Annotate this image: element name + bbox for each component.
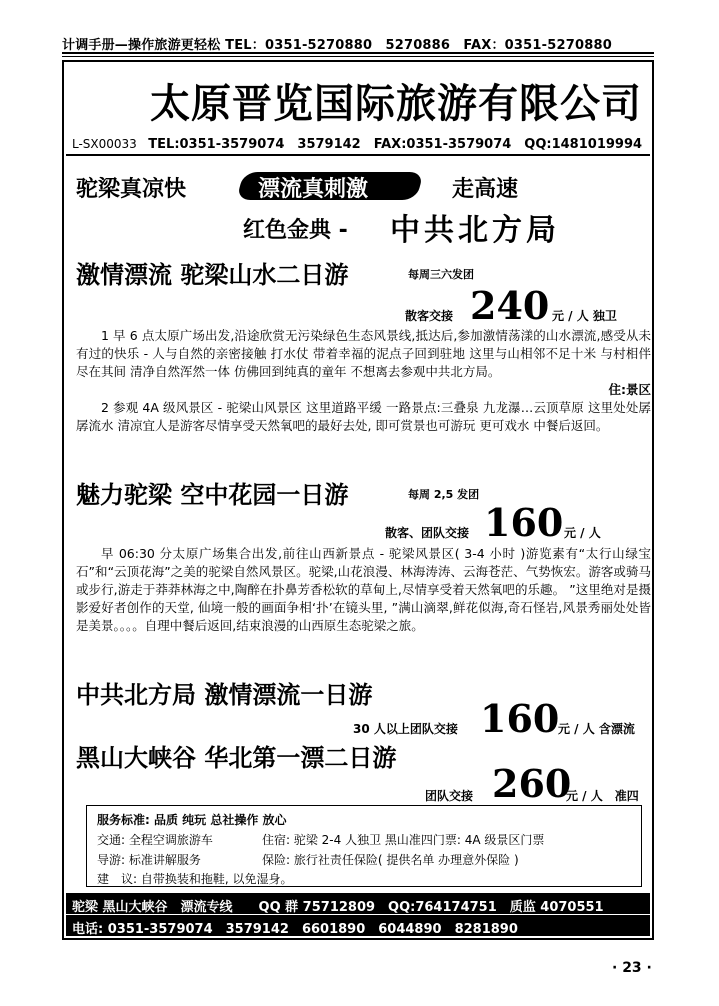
- tour2-price: 160: [484, 500, 564, 545]
- headline-part2: 漂流真刺激: [258, 177, 369, 202]
- headline-part1: 驼梁真凉快: [76, 177, 187, 202]
- tour4-unit: 元 / 人 准四: [566, 789, 639, 803]
- tour2-price-label: 散客、团队交接: [385, 526, 470, 540]
- tour4-price-label: 团队交接: [425, 789, 474, 803]
- service-guide: 导游: 标准讲解服务: [97, 853, 201, 867]
- tour1-day2: 2 参观 4A 级风景区 - 驼梁山风景区 这里道路平缓 一路景点:三叠泉 九龙瀑…云顶草原 这里处处孱孱流水 清凉宜人是游客尽情享受天然氧吧的最好去处, 即可赏景也可游玩 更可戏水 中餐后返回。: [76, 400, 651, 433]
- service-insurance: 保险: 旅行社责任保险( 提供名单 办理意外保险 ): [262, 853, 519, 867]
- service-lodging: 住宿: 驼梁 2-4 人独卫 黑山准四门票: 4A 级景区门票: [262, 833, 545, 847]
- tour3-unit: 元 / 人 含漂流: [558, 722, 635, 736]
- tour2-itinerary: 早 06:30 分太原广场集合出发,前往山西新景点 - 驼梁风景区( 3-4 小时 )游览素有“太行山绿宝石”和“云顶花海”之美的驼梁自然风景区。驼梁,山花浪漫、林海涛涛、云海苍茫、气势恢宏。游客或骑马或步行,游走于莽莽林海之中,陶醉在扑鼻芳香松软的草甸上,尽情享受着天然氧吧的乐趣。 ”这里绝对是摄影爱好者创作的天堂, 仙境一般的画面争相‘扑’在镜头里, ”满山滴翠,鲜花似海,奇石怪岩,风景秀丽处处皆是美景。。。。自理中餐后返回,结束浪漫的山西原生态驼梁之旅。: [76, 546, 651, 633]
- tour1-description: [76, 327, 651, 435]
- service-advice: 建 议: 自带换装和拖鞋, 以免湿身。: [97, 872, 293, 886]
- contact-numbers: TEL:0351-3579074 3579142 FAX:0351-3579074 QQ:1481019994: [148, 137, 643, 152]
- tour4-title: 黑山大峡谷 华北第一漂二日游: [76, 744, 397, 772]
- tour3-title: 中共北方局 激情漂流一日游: [76, 681, 373, 709]
- header-rule-thick: [62, 52, 654, 54]
- company-name: 太原晋览国际旅游有限公司: [150, 80, 642, 127]
- tour3-price: 160: [480, 696, 560, 741]
- tour4-price: 260: [492, 761, 572, 806]
- tour1-title: 激情漂流 驼梁山水二日游: [76, 261, 349, 289]
- tour1-day1: 1 早 6 点太原广场出发,沿途欣赏无污染绿色生态风景线,抵达后,参加激情荡漾的山水漂流,感受从未有过的快乐 - 人与自然的亲密接触 打水仗 带着幸福的泥点子回到驻地 这里与山相邻不足十米 与村相伴尽在其间 清净自然浑然一体 仿佛回到纯真的童年 不想离去参观中共北方局。: [76, 328, 651, 379]
- tour2-description: [76, 545, 651, 635]
- headline-part4: 红色金典 -: [243, 218, 348, 243]
- header-rule-thin: [62, 56, 654, 57]
- tour1-stay: 住:景区: [608, 382, 651, 397]
- footer-line-2: 电话: 0351-3579074 3579142 6601890 6044890 8281890: [72, 922, 518, 937]
- tour2-schedule: 每周 2,5 发团: [408, 488, 480, 501]
- tour3-price-label: 30 人以上团队交接: [353, 722, 458, 736]
- tour2-title: 魅力驼梁 空中花园一日游: [76, 481, 349, 509]
- page-number: · 23 ·: [612, 960, 652, 976]
- contact-divider: [66, 154, 650, 156]
- tour1-price: 240: [470, 283, 550, 328]
- tour1-price-label: 散客交接: [405, 309, 454, 323]
- tour1-unit: 元 / 人 独卫: [552, 309, 617, 323]
- footer-line-1: 驼梁 黑山大峡谷 漂流专线 QQ 群 75712809 QQ:764174751 质监 4070551: [72, 900, 604, 915]
- service-transport: 交通: 全程空调旅游车: [97, 833, 213, 847]
- company-contact: [72, 133, 652, 151]
- tour2-unit: 元 / 人: [564, 526, 601, 540]
- service-standard: 服务标准: 品质 纯玩 总社操作 放心: [97, 813, 287, 827]
- headline-part3: 走高速: [452, 177, 519, 202]
- license-code: L-SX00033: [72, 137, 137, 151]
- headline-part5: 中共北方局: [390, 213, 560, 248]
- tour1-schedule: 每周三六发团: [408, 268, 474, 281]
- top-header-bar: 计调手册—操作旅游更轻松 TEL：0351-5270880 5270886 FAX：0351-5270880: [62, 38, 612, 53]
